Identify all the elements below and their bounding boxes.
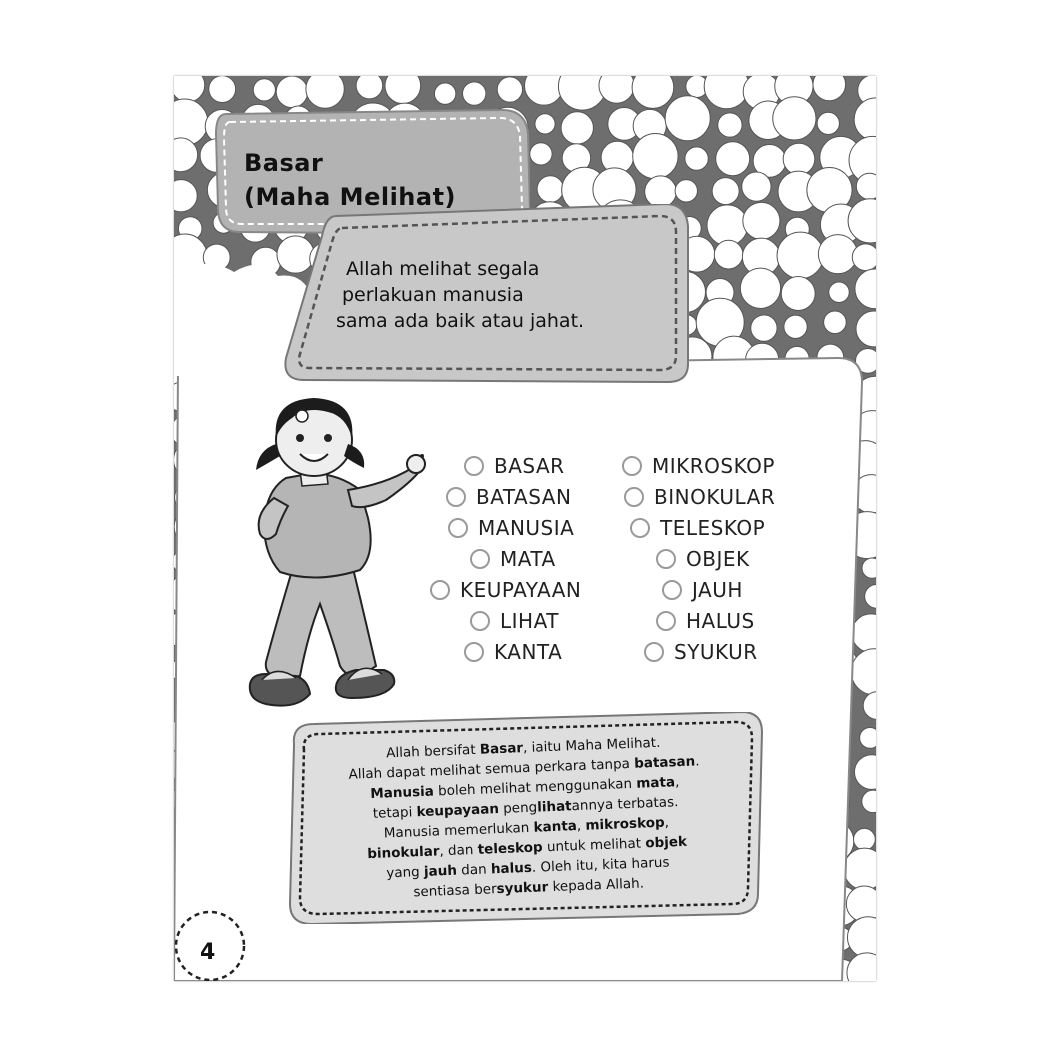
- bubble: [863, 692, 876, 720]
- bubble: [781, 277, 815, 311]
- word-item-basar[interactable]: [464, 454, 565, 478]
- circle-checkbox-icon[interactable]: [630, 518, 650, 538]
- bubble: [824, 311, 847, 334]
- bubble: [852, 244, 876, 271]
- word-item-binokular[interactable]: [624, 485, 775, 509]
- circle-checkbox-icon[interactable]: [644, 642, 664, 662]
- bubble: [525, 76, 564, 105]
- bubble: [773, 97, 816, 140]
- intro-line1: Allah melihat segala: [346, 258, 540, 280]
- bubble: [718, 113, 742, 137]
- word-label: LIHAT: [500, 609, 559, 633]
- circle-checkbox-icon[interactable]: [446, 487, 466, 507]
- bubble: [385, 76, 421, 104]
- bubble: [818, 235, 857, 274]
- bubble: [645, 176, 677, 208]
- page-number-badge: [174, 904, 252, 981]
- bubble: [856, 311, 876, 347]
- bubble: [854, 98, 876, 141]
- word-label: BASAR: [494, 454, 565, 478]
- page-number: 4: [200, 940, 216, 965]
- bubble: [306, 76, 344, 108]
- word-item-halus[interactable]: [656, 609, 755, 633]
- bubble: [712, 178, 739, 205]
- word-item-mata[interactable]: [470, 547, 556, 571]
- bubble: [716, 142, 750, 176]
- word-item-lihat[interactable]: [470, 609, 559, 633]
- circle-checkbox-icon[interactable]: [622, 456, 642, 476]
- bubble: [497, 77, 522, 102]
- bubble: [463, 82, 486, 105]
- word-item-jauh[interactable]: [662, 578, 743, 602]
- word-item-objek[interactable]: [656, 547, 750, 571]
- bubble: [862, 790, 876, 812]
- word-label: BINOKULAR: [654, 485, 776, 509]
- bubble: [707, 205, 748, 246]
- word-item-manusia[interactable]: [448, 516, 574, 540]
- bubble: [535, 114, 555, 134]
- bubble: [743, 202, 780, 239]
- bubble: [829, 282, 849, 302]
- bubble: [253, 79, 275, 101]
- intro-line3: sama ada baik atau jahat.: [336, 310, 585, 332]
- word-label: KANTA: [494, 640, 563, 664]
- page-title-line1: Basar: [244, 149, 324, 177]
- bubble: [174, 180, 197, 212]
- bubble: [665, 96, 710, 141]
- bubble: [854, 828, 876, 850]
- word-label: MANUSIA: [478, 516, 575, 540]
- word-label: MATA: [500, 547, 556, 571]
- page-title-line2: (Maha Melihat): [244, 183, 457, 211]
- bubble: [847, 917, 876, 958]
- workbook-page: [174, 76, 876, 981]
- bubble: [714, 240, 743, 269]
- word-label: SYUKUR: [674, 640, 758, 664]
- bubble: [685, 147, 708, 170]
- bubble: [675, 180, 697, 202]
- bubble: [751, 315, 777, 341]
- word-label: OBJEK: [686, 547, 750, 571]
- word-label: HALUS: [686, 609, 755, 633]
- word-item-teleskop[interactable]: [630, 516, 765, 540]
- bubble: [862, 558, 876, 578]
- bubble: [865, 585, 876, 609]
- bubble: [740, 268, 780, 308]
- bubble: [742, 172, 771, 201]
- circle-checkbox-icon[interactable]: [624, 487, 644, 507]
- bubble: [537, 176, 564, 203]
- word-label: MIKROSKOP: [652, 454, 775, 478]
- bubble: [633, 134, 678, 179]
- circle-checkbox-icon[interactable]: [470, 549, 490, 569]
- info-box: [286, 712, 764, 924]
- bubble: [777, 232, 824, 279]
- word-label: JAUH: [692, 578, 743, 602]
- circle-checkbox-icon[interactable]: [430, 580, 450, 600]
- bubble: [855, 269, 876, 309]
- bubble: [276, 76, 308, 108]
- bubble: [854, 755, 876, 790]
- word-item-kanta[interactable]: [464, 640, 562, 664]
- word-item-mikroskop[interactable]: [622, 454, 775, 478]
- word-item-batasan[interactable]: [446, 485, 571, 509]
- bubble: [434, 83, 455, 104]
- bubble: [813, 76, 846, 101]
- bubble: [209, 76, 236, 102]
- bubble: [356, 76, 383, 99]
- bubble: [530, 143, 552, 165]
- bubble: [704, 76, 749, 109]
- bubble: [784, 315, 807, 338]
- bubble: [632, 76, 674, 108]
- word-item-keupayaan[interactable]: [430, 578, 581, 602]
- circle-checkbox-icon[interactable]: [656, 611, 676, 631]
- bubble: [558, 76, 606, 110]
- circle-checkbox-icon[interactable]: [470, 611, 490, 631]
- bubble: [817, 112, 839, 134]
- bubble: [561, 112, 593, 144]
- girl-pointing-illustration: [236, 394, 426, 714]
- bubble: [852, 614, 876, 653]
- intro-line2: perlakuan manusia: [342, 284, 524, 306]
- info-paragraph: Allah bersifat Basar, iaitu Maha Melihat. Allah dapat melihat semua perkara tanpa batasan. Manusia boleh melihat menggunakan mata, tetapi keupayaan penglihatannya terbatas. Manusia memerlukan kanta, mikroskop, binokular, dan teleskop untuk melihat objek yang jauh dan halus. Oleh itu, kita harus sentiasa bersyukur kepada Allah.: [348, 734, 700, 901]
- word-label: KEUPAYAAN: [460, 578, 582, 602]
- bubble: [783, 143, 815, 175]
- intro-box: [282, 204, 690, 384]
- word-item-syukur[interactable]: [644, 640, 758, 664]
- bubble: [599, 76, 634, 103]
- bubble: [174, 76, 205, 102]
- circle-checkbox-icon[interactable]: [448, 518, 468, 538]
- bubble: [860, 727, 876, 748]
- circle-checkbox-icon[interactable]: [464, 456, 484, 476]
- circle-checkbox-icon[interactable]: [656, 549, 676, 569]
- word-label: TELESKOP: [660, 516, 766, 540]
- circle-checkbox-icon[interactable]: [464, 642, 484, 662]
- bubble: [847, 953, 876, 981]
- circle-checkbox-icon[interactable]: [662, 580, 682, 600]
- word-label: BATASAN: [476, 485, 572, 509]
